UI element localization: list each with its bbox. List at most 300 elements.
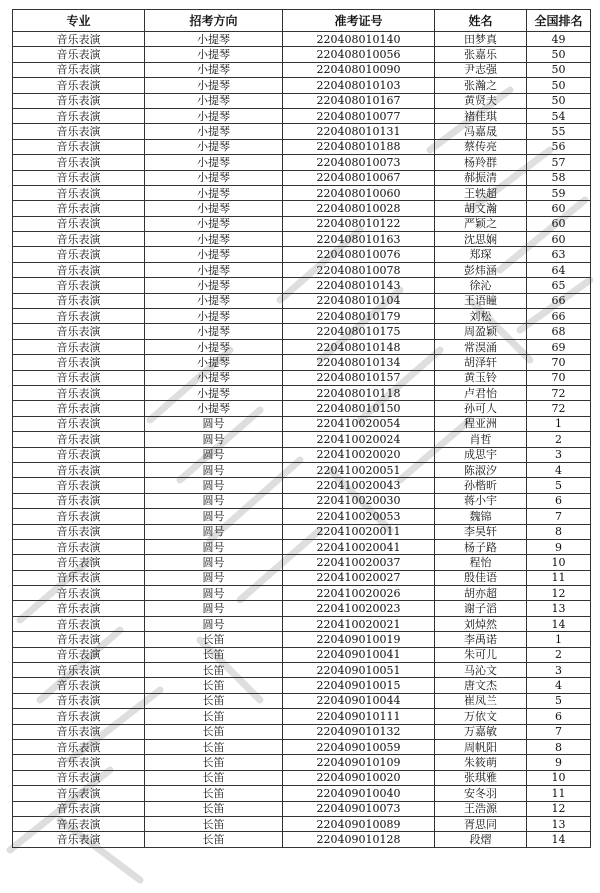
table-row [13, 601, 591, 616]
table-row [13, 739, 591, 754]
cell-name: 崔凤兰 [435, 693, 527, 708]
cell-rank: 58 [527, 170, 591, 185]
cell-direction: 小提琴 [145, 339, 283, 354]
cell-exam-id: 220410020037 [283, 555, 435, 570]
table-row [13, 155, 591, 170]
table-row [13, 570, 591, 585]
cell-exam-id: 220409010128 [283, 832, 435, 847]
cell-major: 音乐表演 [13, 816, 145, 831]
cell-major: 音乐表演 [13, 770, 145, 785]
table-row [13, 416, 591, 431]
ranking-table [12, 9, 591, 848]
cell-rank: 72 [527, 401, 591, 416]
cell-rank: 69 [527, 339, 591, 354]
cell-exam-id: 220410020030 [283, 493, 435, 508]
cell-major: 音乐表演 [13, 47, 145, 62]
table-row [13, 247, 591, 262]
cell-exam-id: 220409010109 [283, 755, 435, 770]
cell-name: 沈思娴 [435, 232, 527, 247]
cell-name: 常淏涌 [435, 339, 527, 354]
cell-exam-id: 220409010059 [283, 739, 435, 754]
cell-major: 音乐表演 [13, 108, 145, 123]
cell-major: 音乐表演 [13, 385, 145, 400]
cell-direction: 长笛 [145, 755, 283, 770]
cell-name: 严颖之 [435, 216, 527, 231]
cell-major: 音乐表演 [13, 416, 145, 431]
cell-name: 成思宇 [435, 447, 527, 462]
cell-rank: 9 [527, 755, 591, 770]
cell-rank: 59 [527, 185, 591, 200]
cell-exam-id: 220409010019 [283, 632, 435, 647]
cell-exam-id: 220410020023 [283, 601, 435, 616]
cell-direction: 长笛 [145, 663, 283, 678]
table-row [13, 293, 591, 308]
table-row [13, 170, 591, 185]
cell-direction: 长笛 [145, 739, 283, 754]
cell-direction: 圆号 [145, 616, 283, 631]
cell-major: 音乐表演 [13, 663, 145, 678]
cell-exam-id: 220408010175 [283, 324, 435, 339]
cell-exam-id: 220408010076 [283, 247, 435, 262]
cell-direction: 长笛 [145, 786, 283, 801]
cell-major: 音乐表演 [13, 570, 145, 585]
cell-rank: 5 [527, 693, 591, 708]
cell-exam-id: 220410020041 [283, 539, 435, 554]
cell-name: 郝振清 [435, 170, 527, 185]
table-row [13, 770, 591, 785]
cell-major: 音乐表演 [13, 293, 145, 308]
cell-name: 黄玉铃 [435, 370, 527, 385]
cell-rank: 3 [527, 663, 591, 678]
cell-major: 音乐表演 [13, 724, 145, 739]
cell-major: 音乐表演 [13, 124, 145, 139]
table-row [13, 462, 591, 477]
header-major: 专业 [13, 10, 145, 32]
cell-direction: 长笛 [145, 801, 283, 816]
table-row [13, 78, 591, 93]
cell-rank: 56 [527, 139, 591, 154]
cell-direction: 长笛 [145, 709, 283, 724]
cell-rank: 55 [527, 124, 591, 139]
cell-exam-id: 220408010104 [283, 293, 435, 308]
cell-direction: 小提琴 [145, 201, 283, 216]
cell-major: 音乐表演 [13, 247, 145, 262]
cell-exam-id: 220408010150 [283, 401, 435, 416]
cell-direction: 圆号 [145, 570, 283, 585]
cell-rank: 64 [527, 262, 591, 277]
cell-name: 朱筱萌 [435, 755, 527, 770]
cell-direction: 小提琴 [145, 355, 283, 370]
cell-major: 音乐表演 [13, 370, 145, 385]
cell-direction: 小提琴 [145, 401, 283, 416]
cell-exam-id: 220410020024 [283, 432, 435, 447]
cell-rank: 4 [527, 678, 591, 693]
cell-name: 周盈颖 [435, 324, 527, 339]
cell-exam-id: 220409010132 [283, 724, 435, 739]
table-row [13, 709, 591, 724]
cell-name: 张琪雅 [435, 770, 527, 785]
table-row [13, 693, 591, 708]
cell-name: 郑琛 [435, 247, 527, 262]
cell-name: 刘松 [435, 309, 527, 324]
cell-direction: 小提琴 [145, 93, 283, 108]
table-row [13, 139, 591, 154]
cell-exam-id: 220408010131 [283, 124, 435, 139]
cell-major: 音乐表演 [13, 324, 145, 339]
cell-major: 音乐表演 [13, 786, 145, 801]
cell-rank: 60 [527, 201, 591, 216]
cell-name: 程怡 [435, 555, 527, 570]
cell-rank: 6 [527, 709, 591, 724]
cell-rank: 6 [527, 493, 591, 508]
cell-rank: 1 [527, 632, 591, 647]
cell-direction: 小提琴 [145, 385, 283, 400]
cell-rank: 10 [527, 555, 591, 570]
table-row [13, 339, 591, 354]
header-row [13, 10, 591, 32]
cell-exam-id: 220408010056 [283, 47, 435, 62]
cell-direction: 小提琴 [145, 278, 283, 293]
table-row [13, 185, 591, 200]
cell-name: 万嘉敏 [435, 724, 527, 739]
cell-major: 音乐表演 [13, 185, 145, 200]
cell-major: 音乐表演 [13, 555, 145, 570]
cell-direction: 小提琴 [145, 324, 283, 339]
header-rank: 全国排名 [527, 10, 591, 32]
cell-direction: 长笛 [145, 678, 283, 693]
cell-rank: 49 [527, 32, 591, 47]
table-row [13, 108, 591, 123]
cell-name: 徐沁 [435, 278, 527, 293]
cell-rank: 8 [527, 524, 591, 539]
cell-name: 杨羚群 [435, 155, 527, 170]
cell-exam-id: 220408010067 [283, 170, 435, 185]
cell-rank: 4 [527, 462, 591, 477]
cell-name: 彭炜涵 [435, 262, 527, 277]
cell-direction: 圆号 [145, 524, 283, 539]
cell-name: 马沁文 [435, 663, 527, 678]
cell-major: 音乐表演 [13, 678, 145, 693]
cell-exam-id: 220410020020 [283, 447, 435, 462]
cell-direction: 长笛 [145, 647, 283, 662]
cell-rank: 60 [527, 216, 591, 231]
table-row [13, 201, 591, 216]
cell-name: 周帆阳 [435, 739, 527, 754]
cell-exam-id: 220408010134 [283, 355, 435, 370]
cell-rank: 12 [527, 586, 591, 601]
cell-rank: 72 [527, 385, 591, 400]
cell-rank: 12 [527, 801, 591, 816]
table-row [13, 586, 591, 601]
cell-name: 冯嘉晟 [435, 124, 527, 139]
cell-direction: 圆号 [145, 601, 283, 616]
cell-direction: 长笛 [145, 632, 283, 647]
cell-direction: 小提琴 [145, 32, 283, 47]
table-row [13, 32, 591, 47]
cell-name: 王语瞳 [435, 293, 527, 308]
cell-name: 孙可人 [435, 401, 527, 416]
cell-name: 胡文瀚 [435, 201, 527, 216]
cell-name: 万依文 [435, 709, 527, 724]
cell-major: 音乐表演 [13, 801, 145, 816]
table-row [13, 724, 591, 739]
cell-name: 安冬羽 [435, 786, 527, 801]
cell-name: 唐文杰 [435, 678, 527, 693]
cell-exam-id: 220408010077 [283, 108, 435, 123]
cell-major: 音乐表演 [13, 78, 145, 93]
cell-major: 音乐表演 [13, 462, 145, 477]
cell-exam-id: 220408010179 [283, 309, 435, 324]
cell-rank: 3 [527, 447, 591, 462]
cell-name: 褚佳琪 [435, 108, 527, 123]
cell-major: 音乐表演 [13, 755, 145, 770]
cell-rank: 2 [527, 432, 591, 447]
cell-exam-id: 220408010078 [283, 262, 435, 277]
cell-major: 音乐表演 [13, 201, 145, 216]
table-row [13, 124, 591, 139]
table-row [13, 555, 591, 570]
cell-major: 音乐表演 [13, 524, 145, 539]
cell-major: 音乐表演 [13, 339, 145, 354]
cell-major: 音乐表演 [13, 432, 145, 447]
cell-name: 田梦真 [435, 32, 527, 47]
table-row [13, 478, 591, 493]
cell-major: 音乐表演 [13, 616, 145, 631]
table-row [13, 432, 591, 447]
cell-direction: 圆号 [145, 462, 283, 477]
table-row [13, 47, 591, 62]
cell-major: 音乐表演 [13, 509, 145, 524]
cell-rank: 7 [527, 509, 591, 524]
cell-exam-id: 220408010148 [283, 339, 435, 354]
table-row [13, 385, 591, 400]
cell-name: 王浩源 [435, 801, 527, 816]
cell-major: 音乐表演 [13, 262, 145, 277]
cell-direction: 小提琴 [145, 170, 283, 185]
cell-major: 音乐表演 [13, 278, 145, 293]
cell-name: 卢君怡 [435, 385, 527, 400]
cell-name: 朱可儿 [435, 647, 527, 662]
cell-direction: 长笛 [145, 693, 283, 708]
cell-direction: 小提琴 [145, 155, 283, 170]
cell-rank: 50 [527, 62, 591, 77]
cell-name: 刘焯然 [435, 616, 527, 631]
cell-exam-id: 220410020026 [283, 586, 435, 601]
cell-name: 黄贤夫 [435, 93, 527, 108]
table-row [13, 616, 591, 631]
cell-exam-id: 220408010103 [283, 78, 435, 93]
cell-major: 音乐表演 [13, 493, 145, 508]
cell-major: 音乐表演 [13, 832, 145, 847]
cell-exam-id: 220409010040 [283, 786, 435, 801]
cell-rank: 60 [527, 232, 591, 247]
table-row [13, 832, 591, 847]
cell-major: 音乐表演 [13, 232, 145, 247]
cell-rank: 54 [527, 108, 591, 123]
cell-exam-id: 220408010090 [283, 62, 435, 77]
table-row [13, 401, 591, 416]
cell-exam-id: 220410020021 [283, 616, 435, 631]
cell-direction: 长笛 [145, 816, 283, 831]
table-row [13, 524, 591, 539]
cell-major: 音乐表演 [13, 62, 145, 77]
cell-exam-id: 220408010157 [283, 370, 435, 385]
cell-major: 音乐表演 [13, 309, 145, 324]
cell-name: 陈淑汐 [435, 462, 527, 477]
cell-exam-id: 220408010140 [283, 32, 435, 47]
table-row [13, 370, 591, 385]
cell-exam-id: 220410020054 [283, 416, 435, 431]
cell-name: 程亚洲 [435, 416, 527, 431]
cell-exam-id: 220408010188 [283, 139, 435, 154]
cell-direction: 圆号 [145, 478, 283, 493]
table-row [13, 786, 591, 801]
cell-exam-id: 220409010020 [283, 770, 435, 785]
cell-rank: 50 [527, 93, 591, 108]
cell-rank: 57 [527, 155, 591, 170]
cell-name: 张嘉乐 [435, 47, 527, 62]
table-row [13, 324, 591, 339]
cell-exam-id: 220408010118 [283, 385, 435, 400]
cell-exam-id: 220409010015 [283, 678, 435, 693]
cell-name: 肖哲 [435, 432, 527, 447]
cell-exam-id: 220408010060 [283, 185, 435, 200]
cell-name: 孙楷昕 [435, 478, 527, 493]
cell-direction: 小提琴 [145, 124, 283, 139]
cell-major: 音乐表演 [13, 601, 145, 616]
table-row [13, 355, 591, 370]
cell-rank: 13 [527, 816, 591, 831]
table-row [13, 816, 591, 831]
cell-name: 谢子滔 [435, 601, 527, 616]
cell-exam-id: 220410020043 [283, 478, 435, 493]
cell-direction: 小提琴 [145, 62, 283, 77]
cell-name: 蒋小宇 [435, 493, 527, 508]
cell-major: 音乐表演 [13, 32, 145, 47]
cell-major: 音乐表演 [13, 447, 145, 462]
cell-exam-id: 220408010122 [283, 216, 435, 231]
cell-exam-id: 220410020027 [283, 570, 435, 585]
cell-direction: 长笛 [145, 770, 283, 785]
cell-rank: 14 [527, 832, 591, 847]
cell-direction: 小提琴 [145, 47, 283, 62]
table-row [13, 278, 591, 293]
table-row [13, 539, 591, 554]
cell-major: 音乐表演 [13, 355, 145, 370]
cell-major: 音乐表演 [13, 478, 145, 493]
cell-exam-id: 220408010143 [283, 278, 435, 293]
cell-name: 尹志强 [435, 62, 527, 77]
table-row [13, 663, 591, 678]
cell-direction: 小提琴 [145, 262, 283, 277]
cell-major: 音乐表演 [13, 170, 145, 185]
cell-exam-id: 220409010073 [283, 801, 435, 816]
cell-name: 王轶超 [435, 185, 527, 200]
header-exam-id: 准考证号 [283, 10, 435, 32]
table-row [13, 216, 591, 231]
cell-rank: 70 [527, 370, 591, 385]
cell-direction: 圆号 [145, 432, 283, 447]
table-row [13, 262, 591, 277]
cell-exam-id: 220409010089 [283, 816, 435, 831]
cell-major: 音乐表演 [13, 693, 145, 708]
cell-exam-id: 220410020051 [283, 462, 435, 477]
cell-major: 音乐表演 [13, 155, 145, 170]
cell-rank: 10 [527, 770, 591, 785]
cell-name: 段熠 [435, 832, 527, 847]
table-row [13, 62, 591, 77]
cell-exam-id: 220409010044 [283, 693, 435, 708]
cell-direction: 圆号 [145, 586, 283, 601]
cell-direction: 小提琴 [145, 216, 283, 231]
cell-rank: 11 [527, 786, 591, 801]
table-row [13, 755, 591, 770]
cell-rank: 9 [527, 539, 591, 554]
header-direction: 招考方向 [145, 10, 283, 32]
cell-direction: 小提琴 [145, 232, 283, 247]
cell-direction: 小提琴 [145, 247, 283, 262]
cell-direction: 小提琴 [145, 293, 283, 308]
cell-direction: 圆号 [145, 539, 283, 554]
cell-major: 音乐表演 [13, 647, 145, 662]
table-row [13, 493, 591, 508]
cell-direction: 圆号 [145, 555, 283, 570]
cell-major: 音乐表演 [13, 93, 145, 108]
cell-major: 音乐表演 [13, 539, 145, 554]
cell-rank: 1 [527, 416, 591, 431]
cell-exam-id: 220410020011 [283, 524, 435, 539]
cell-direction: 小提琴 [145, 370, 283, 385]
cell-rank: 11 [527, 570, 591, 585]
cell-major: 音乐表演 [13, 739, 145, 754]
cell-major: 音乐表演 [13, 586, 145, 601]
cell-direction: 圆号 [145, 416, 283, 431]
cell-major: 音乐表演 [13, 216, 145, 231]
table-row [13, 93, 591, 108]
cell-name: 胡泽轩 [435, 355, 527, 370]
cell-rank: 7 [527, 724, 591, 739]
cell-exam-id: 220409010111 [283, 709, 435, 724]
cell-name: 蔡传亮 [435, 139, 527, 154]
table-row [13, 632, 591, 647]
cell-direction: 小提琴 [145, 108, 283, 123]
table-row [13, 509, 591, 524]
cell-direction: 圆号 [145, 493, 283, 508]
table-row [13, 647, 591, 662]
cell-rank: 5 [527, 478, 591, 493]
cell-rank: 63 [527, 247, 591, 262]
cell-name: 杨子路 [435, 539, 527, 554]
cell-rank: 65 [527, 278, 591, 293]
cell-major: 音乐表演 [13, 401, 145, 416]
cell-rank: 66 [527, 293, 591, 308]
cell-direction: 长笛 [145, 724, 283, 739]
cell-direction: 圆号 [145, 447, 283, 462]
cell-direction: 小提琴 [145, 139, 283, 154]
cell-direction: 小提琴 [145, 185, 283, 200]
header-name: 姓名 [435, 10, 527, 32]
cell-exam-id: 220408010073 [283, 155, 435, 170]
cell-name: 李禹诺 [435, 632, 527, 647]
cell-name: 胡亦超 [435, 586, 527, 601]
cell-major: 音乐表演 [13, 709, 145, 724]
cell-direction: 小提琴 [145, 309, 283, 324]
cell-name: 魏锦 [435, 509, 527, 524]
cell-name: 殷佳语 [435, 570, 527, 585]
cell-rank: 50 [527, 47, 591, 62]
cell-exam-id: 220408010028 [283, 201, 435, 216]
cell-direction: 长笛 [145, 832, 283, 847]
